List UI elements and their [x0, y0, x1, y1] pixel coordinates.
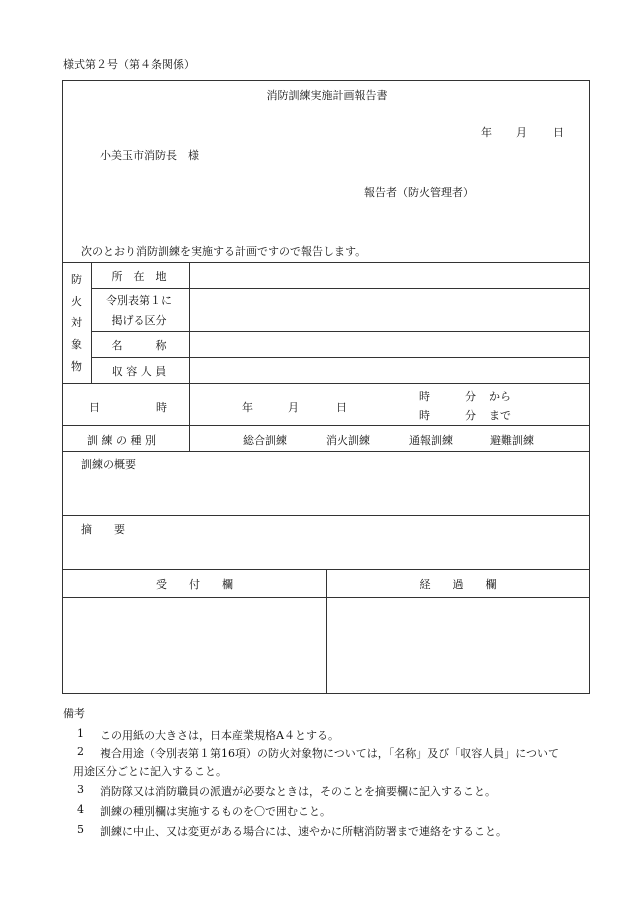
datetime-label-day: 日 — [89, 401, 100, 414]
name-label: 名 称 — [111, 339, 167, 352]
date-day: 日 — [553, 126, 564, 139]
reception-field[interactable] — [65, 599, 324, 691]
to-label: まで — [489, 409, 511, 422]
remark-text: 消防隊又は消防職員の派遣が必要なときは，そのことを摘要欄に記入すること。 — [100, 785, 496, 798]
end-minute: 分 — [465, 409, 476, 422]
date-year: 年 — [481, 126, 492, 139]
capacity-field[interactable] — [199, 359, 583, 381]
remark-number: 3 — [77, 783, 84, 796]
end-hour: 時 — [419, 409, 430, 422]
group-char: 象 — [71, 338, 82, 352]
training-type-label: 訓 練 の 種 別 — [87, 434, 156, 447]
location-label: 所 在 地 — [111, 270, 167, 283]
remark-text: 用途区分ごとに記入すること。 — [73, 765, 227, 778]
intro-text: 次のとおり消防訓練を実施する計画ですので報告します。 — [81, 245, 367, 258]
datetime-year: 年 — [242, 401, 253, 414]
date-month: 月 — [516, 126, 527, 139]
training-option-comprehensive[interactable]: 総合訓練 — [243, 434, 287, 447]
name-field[interactable] — [199, 333, 583, 355]
remark-number: 4 — [77, 803, 84, 816]
fire-target-group-label — [63, 263, 90, 383]
progress-field[interactable] — [329, 599, 587, 691]
use-category-label-line1: 令別表第１に — [106, 294, 172, 307]
start-minute: 分 — [465, 390, 476, 403]
group-char: 防 — [71, 273, 82, 287]
remark-text: 訓練に中止、又は変更がある場合には、速やかに所轄消防署まで連絡をすること。 — [100, 825, 507, 838]
datetime-day: 日 — [336, 401, 347, 414]
reception-header: 受 付 欄 — [156, 578, 233, 591]
group-char: 火 — [71, 294, 82, 308]
start-hour: 時 — [419, 390, 430, 403]
from-label: から — [489, 390, 511, 403]
group-char: 物 — [71, 359, 82, 373]
capacity-label: 収 容 人 員 — [111, 365, 167, 378]
remark-number: 1 — [77, 727, 84, 740]
report-form — [62, 80, 590, 694]
form-number-label: 様式第２号（第４条関係） — [63, 58, 195, 71]
datetime-month: 月 — [288, 401, 299, 414]
form-title: 消防訓練実施計画報告書 — [266, 89, 388, 102]
datetime-label-time: 時 — [156, 401, 167, 414]
summary-label: 摘 要 — [81, 523, 125, 536]
overview-label: 訓練の概要 — [81, 458, 136, 471]
progress-header: 経 過 欄 — [419, 578, 497, 591]
remark-number: 5 — [77, 823, 84, 836]
remark-text: 訓練の種別欄は実施するものを〇で囲むこと。 — [100, 805, 331, 818]
reporter-label: 報告者（防火管理者） — [364, 186, 474, 199]
training-option-evacuation[interactable]: 避難訓練 — [490, 434, 534, 447]
remark-number: 2 — [77, 745, 84, 758]
use-category-label-line2: 掲げる区分 — [111, 314, 167, 327]
overview-field[interactable] — [67, 474, 585, 512]
recipient: 小美玉市消防長 様 — [100, 149, 199, 162]
location-field[interactable] — [199, 264, 583, 286]
remarks-heading: 備考 — [63, 707, 85, 720]
use-category-field[interactable] — [199, 290, 583, 329]
group-char: 対 — [71, 316, 82, 330]
training-option-firefighting[interactable]: 消火訓練 — [326, 434, 370, 447]
remark-text: 複合用途（令別表第１第16項）の防火対象物については，「名称」及び「収容人員」について — [100, 747, 560, 760]
training-option-reporting[interactable]: 通報訓練 — [409, 434, 453, 447]
summary-field[interactable] — [67, 537, 585, 565]
remark-text: この用紙の大きさは，日本産業規格A４とする。 — [100, 729, 339, 742]
